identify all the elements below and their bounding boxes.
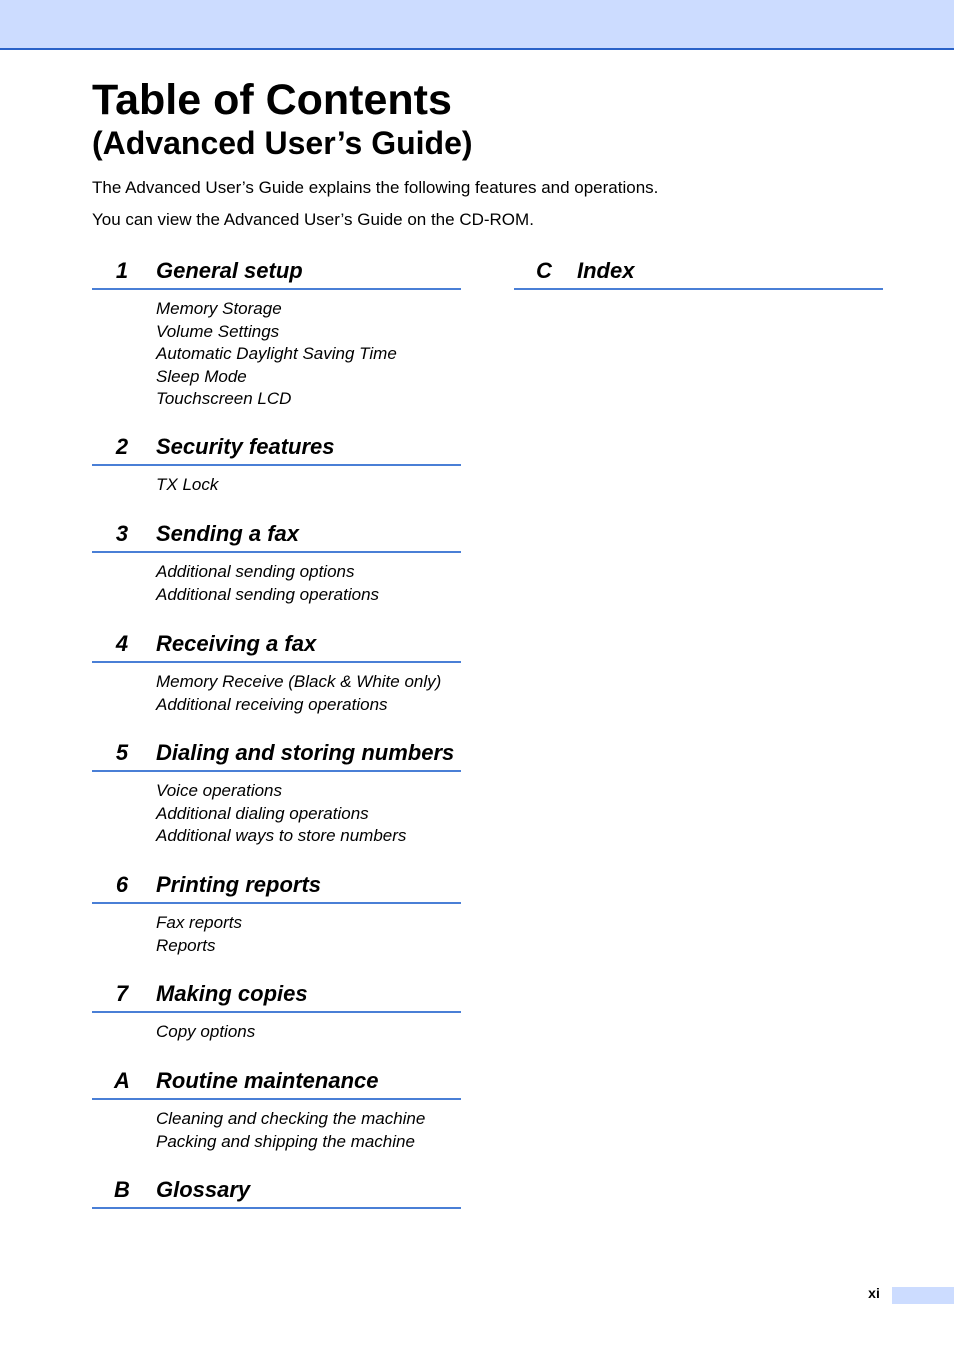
chapter-title[interactable]: General setup [156,258,303,283]
chapter-number: C [536,258,552,283]
section-link[interactable]: Additional dialing operations [156,803,369,823]
section-link[interactable]: Additional sending options [156,562,355,581]
chapter-number: 2 [115,434,129,459]
chapter-number: 6 [115,872,129,897]
page-title: Table of Contents [92,76,452,124]
header-band [0,0,954,50]
page-subtitle: (Advanced User’s Guide) [92,125,473,161]
chapter-dialing-and-storing [92,736,461,848]
chapter-heading[interactable] [92,977,461,1013]
chapter-number: 7 [115,981,129,1006]
chapter-heading[interactable] [92,254,461,290]
section-link[interactable]: Copy options [156,1022,256,1041]
section-link[interactable]: Fax reports [156,913,242,932]
section-link[interactable]: Touchscreen LCD [156,389,292,409]
chapter-heading[interactable] [92,517,461,553]
chapter-heading[interactable] [92,1173,461,1209]
page-tab-marker [892,1287,954,1304]
chapter-title[interactable]: Printing reports [156,872,322,897]
section-list [92,1021,461,1044]
chapter-number: A [114,1068,130,1093]
section-link[interactable]: Reports [156,935,216,955]
section-link[interactable]: Sleep Mode [156,366,247,386]
section-link[interactable]: Volume Settings [156,321,280,341]
chapter-heading[interactable] [92,1064,461,1100]
section-link[interactable]: Packing and shipping the machine [156,1131,415,1151]
intro-text: The Advanced User’s Guide explains the following features and operations. [92,178,659,197]
chapter-routine-maintenance [92,1064,461,1153]
chapter-security-features [92,430,461,497]
chapter-index [514,254,883,290]
chapter-printing-reports [92,868,461,957]
chapter-glossary [92,1173,461,1209]
section-link[interactable]: Additional ways to store numbers [156,826,407,846]
page-number: xi [868,1285,880,1301]
chapter-title[interactable]: Receiving a fax [156,631,317,656]
section-link[interactable]: Voice operations [156,781,283,800]
section-list [92,561,461,606]
chapter-title[interactable]: Sending a fax [156,521,300,546]
section-link[interactable]: Cleaning and checking the machine [156,1109,426,1128]
chapter-heading[interactable] [92,430,461,466]
chapter-title[interactable]: Security features [156,434,335,459]
chapter-title[interactable]: Making copies [156,981,308,1006]
section-list [92,912,461,957]
chapter-number: B [114,1177,130,1202]
section-link[interactable]: Memory Storage [156,299,282,318]
section-link[interactable]: Automatic Daylight Saving Time [156,344,397,364]
section-link[interactable]: Memory Receive (Black & White only) [156,672,442,691]
chapter-heading[interactable] [92,736,461,772]
chapter-general-setup [92,254,461,411]
section-link[interactable]: Additional sending operations [156,584,380,604]
section-link[interactable]: Additional receiving operations [156,694,388,714]
chapter-number: 3 [115,521,129,546]
chapter-heading[interactable] [514,254,883,290]
section-list [92,298,461,411]
section-link[interactable]: TX Lock [156,475,219,494]
chapter-title[interactable]: Routine maintenance [156,1068,379,1093]
chapter-sending-a-fax [92,517,461,606]
chapter-title[interactable]: Glossary [156,1177,251,1202]
intro-text: You can view the Advanced User’s Guide on the CD-ROM. [92,210,534,229]
section-list [92,474,461,497]
chapter-heading[interactable] [92,627,461,663]
chapter-number: 1 [115,258,129,283]
section-list [92,1108,461,1153]
section-list [92,780,461,848]
section-list [92,671,461,716]
chapter-receiving-a-fax [92,627,461,716]
chapter-title[interactable]: Dialing and storing numbers [156,740,455,765]
chapter-number: 5 [115,740,129,765]
chapter-title[interactable]: Index [577,258,635,283]
chapter-making-copies [92,977,461,1044]
chapter-heading[interactable] [92,868,461,904]
chapter-number: 4 [115,631,129,656]
